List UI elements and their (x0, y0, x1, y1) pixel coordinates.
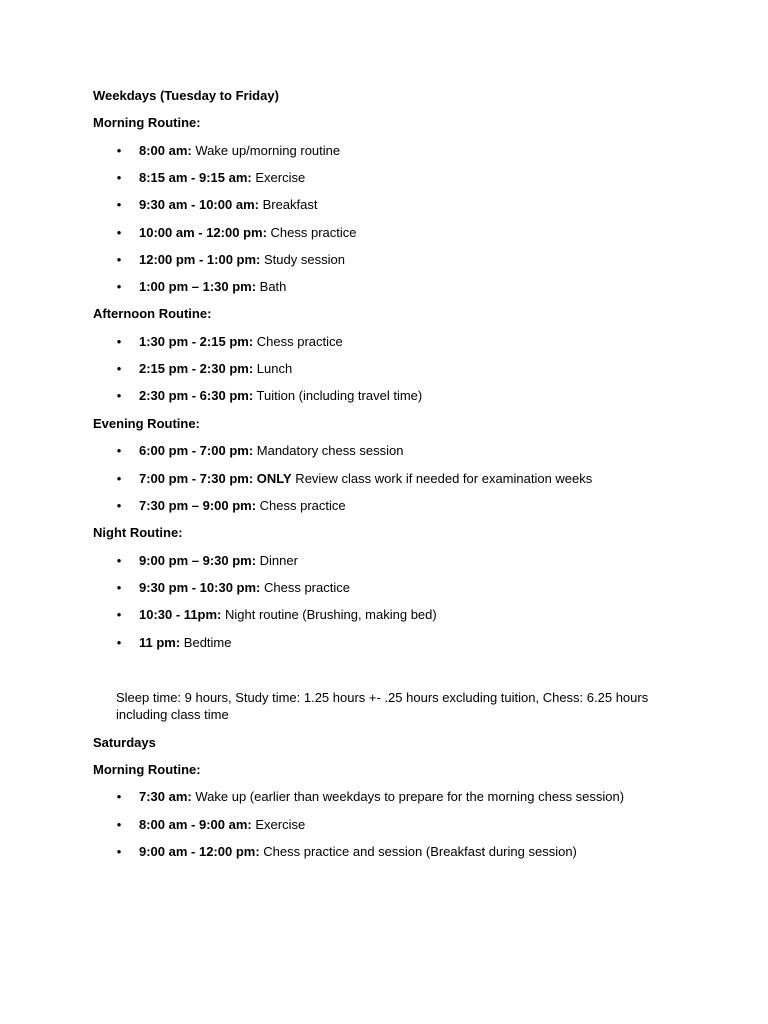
bullet-icon: • (116, 225, 122, 240)
bullet-icon: • (116, 471, 122, 486)
weekdays-title: Weekdays (Tuesday to Friday) (93, 88, 279, 103)
bullet-icon: • (116, 143, 122, 158)
item-time: 10:00 am - 12:00 pm: (139, 225, 267, 240)
item-activity: Bedtime (180, 635, 232, 650)
item-activity: Chess practice and session (Breakfast during session) (259, 844, 577, 859)
item-time: 7:30 am: (139, 789, 192, 804)
item-activity: Chess practice (260, 580, 350, 595)
item-time: 7:30 pm – 9:00 pm: (139, 498, 257, 513)
item-activity: Chess practice (256, 498, 346, 513)
item-activity: Study session (260, 252, 345, 267)
bullet-icon: • (116, 580, 122, 595)
item-time: 8:00 am - 9:00 am: (139, 817, 252, 832)
weekdays-night-heading: Night Routine: (93, 525, 183, 540)
item-activity: Chess practice (266, 225, 357, 240)
item-time: 7:00 pm - 7:30 pm: (139, 471, 254, 486)
item-activity: Exercise (251, 170, 306, 185)
bullet-icon: • (116, 388, 122, 403)
item-time: 11 pm: (139, 635, 181, 650)
bullet-icon: • (116, 279, 122, 294)
item-activity: Wake up/morning routine (191, 143, 341, 158)
weekdays-evening-heading: Evening Routine: (93, 416, 200, 431)
bullet-icon: • (116, 252, 122, 267)
bullet-icon: • (116, 553, 122, 568)
item-activity: Review class work if needed for examination weeks (291, 471, 593, 486)
bullet-icon: • (116, 334, 122, 349)
item-activity: Bath (256, 279, 287, 294)
item-time: 2:15 pm - 2:30 pm: (139, 361, 254, 376)
bullet-icon: • (116, 635, 122, 650)
bullet-icon: • (116, 361, 122, 376)
item-time: 6:00 pm - 7:00 pm: (139, 443, 254, 458)
item-time: 9:30 am - 10:00 am: (139, 197, 259, 212)
bullet-icon: • (116, 607, 122, 622)
weekdays-morning-heading: Morning Routine: (93, 115, 201, 130)
item-activity: Night routine (Brushing, making bed) (221, 607, 437, 622)
item-time: 2:30 pm - 6:30 pm: (139, 388, 254, 403)
bullet-icon: • (116, 844, 122, 859)
item-emphasis: ONLY (253, 471, 292, 486)
item-time: 8:00 am: (139, 143, 192, 158)
item-activity: Mandatory chess session (253, 443, 404, 458)
bullet-icon: • (116, 498, 122, 513)
item-activity: Lunch (253, 361, 293, 376)
item-time: 9:30 pm - 10:30 pm: (139, 580, 261, 595)
item-time: 1:30 pm - 2:15 pm: (139, 334, 254, 349)
weekdays-afternoon-heading: Afternoon Routine: (93, 306, 212, 321)
item-time: 12:00 pm - 1:00 pm: (139, 252, 261, 267)
item-activity: Dinner (256, 553, 298, 568)
item-time: 9:00 am - 12:00 pm: (139, 844, 260, 859)
bullet-icon: • (116, 817, 122, 832)
item-time: 8:15 am - 9:15 am: (139, 170, 252, 185)
item-activity: Wake up (earlier than weekdays to prepare for the morning chess session) (191, 789, 625, 804)
weekday-time-summary: Sleep time: 9 hours, Study time: 1.25 hours +- .25 hours excluding tuition, Chess: 6.25 hours including class time (116, 690, 649, 722)
saturdays-morning-heading: Morning Routine: (93, 762, 201, 777)
bullet-icon: • (116, 197, 122, 212)
item-time: 9:00 pm – 9:30 pm: (139, 553, 257, 568)
item-activity: Breakfast (258, 197, 318, 212)
bullet-icon: • (116, 443, 122, 458)
saturdays-title: Saturdays (93, 735, 156, 750)
bullet-icon: • (116, 789, 122, 804)
item-activity: Chess practice (253, 334, 343, 349)
item-time: 1:00 pm – 1:30 pm: (139, 279, 257, 294)
item-time: 10:30 - 11pm: (139, 607, 222, 622)
bullet-icon: • (116, 170, 122, 185)
item-activity: Tuition (including travel time) (253, 388, 423, 403)
item-activity: Exercise (251, 817, 306, 832)
